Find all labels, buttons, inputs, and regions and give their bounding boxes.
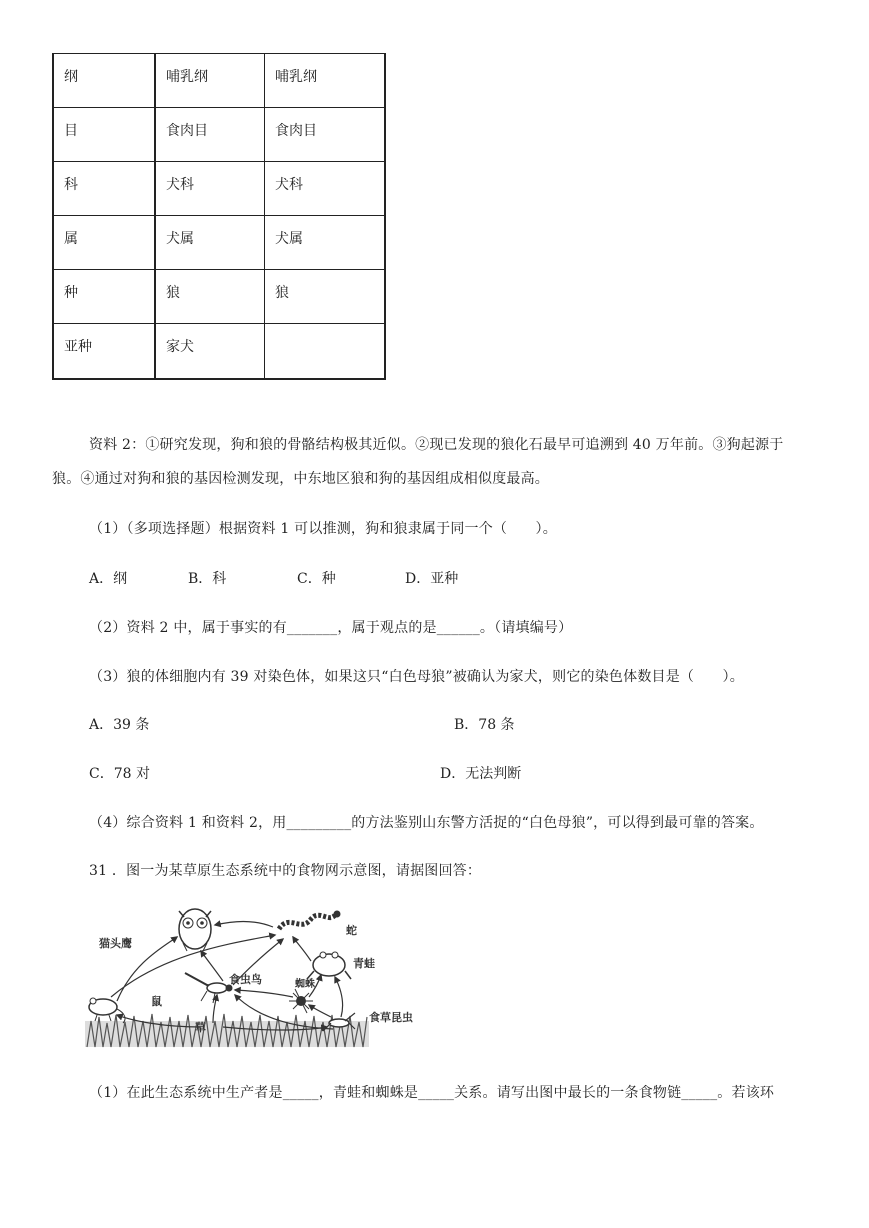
question-31-title: 31 ．图一为某草原生态系统中的食物网示意图，请据图回答： bbox=[89, 863, 482, 879]
q3-option-a: A．39 条 bbox=[89, 717, 150, 733]
table-cell: 目 bbox=[53, 108, 155, 162]
spider-icon bbox=[289, 989, 313, 1013]
table-cell: 科 bbox=[53, 162, 155, 216]
q3-option-c: C．78 对 bbox=[89, 766, 150, 782]
label-frog: 青蛙 bbox=[353, 957, 375, 970]
table-row bbox=[53, 162, 385, 216]
material2-line2: 狼。④通过对狗和狼的基因检测发现，中东地区狼和狗的基因组成相似度最高。 bbox=[52, 471, 549, 487]
frog-icon bbox=[307, 952, 351, 979]
label-mouse: 鼠 bbox=[151, 995, 162, 1008]
q1-option-c: C．种 bbox=[297, 571, 336, 587]
table-cell: 哺乳纲 bbox=[155, 54, 265, 108]
owl-icon bbox=[179, 909, 211, 951]
mouse-icon bbox=[89, 998, 125, 1023]
table-cell: 犬科 bbox=[155, 162, 265, 216]
food-web-arrows bbox=[111, 922, 343, 1031]
q1-option-d: D．亚种 bbox=[405, 571, 459, 587]
question-4: （4）综合资料 1 和资料 2，用_________的方法鉴别山东警方活捉的“白色母狼”，可以得到最可靠的答案。 bbox=[89, 815, 764, 831]
table-row bbox=[53, 270, 385, 324]
table-cell: 亚种 bbox=[53, 324, 155, 380]
table-cell: 犬科 bbox=[265, 162, 386, 216]
table-cell bbox=[265, 324, 386, 380]
table-cell: 犬属 bbox=[155, 216, 265, 270]
table-row bbox=[53, 54, 385, 108]
q1-option-a: A．纲 bbox=[89, 571, 128, 587]
label-spider: 蜘蛛 bbox=[295, 979, 315, 990]
table-cell: 种 bbox=[53, 270, 155, 324]
taxonomy-table bbox=[52, 53, 386, 380]
label-insect: 食草昆虫 bbox=[369, 1011, 413, 1024]
question-3: （3）狼的体细胞内有 39 对染色体，如果这只“白色母狼”被确认为家犬，则它的染色体数目是（ ）。 bbox=[89, 669, 744, 685]
label-owl: 猫头鹰 bbox=[99, 937, 132, 950]
material2-line1: 资料 2：①研究发现，狗和狼的骨骼结构极其近似。②现已发现的狼化石最早可追溯到 40 万年前。③狗起源于 bbox=[89, 437, 784, 453]
label-snake: 蛇 bbox=[346, 924, 357, 937]
taxonomy-table-body bbox=[53, 54, 385, 380]
table-row bbox=[53, 108, 385, 162]
label-bird: 食虫鸟 bbox=[229, 973, 262, 986]
question-1: （1）（多项选择题）根据资料 1 可以推测，狗和狼隶属于同一个（ ）。 bbox=[89, 521, 557, 537]
table-cell: 食肉目 bbox=[155, 108, 265, 162]
q3-option-d: D．无法判断 bbox=[440, 766, 522, 782]
label-grass: 草 bbox=[195, 1021, 206, 1034]
q3-option-b: B．78 条 bbox=[454, 717, 515, 733]
table-cell: 哺乳纲 bbox=[265, 54, 386, 108]
table-cell: 属 bbox=[53, 216, 155, 270]
table-cell: 家犬 bbox=[155, 324, 265, 380]
table-cell: 食肉目 bbox=[265, 108, 386, 162]
table-row bbox=[53, 216, 385, 270]
bird-icon bbox=[185, 973, 233, 1003]
snake-icon bbox=[279, 911, 341, 930]
q1-option-b: B．科 bbox=[188, 571, 227, 587]
question-31-sub1: （1）在此生态系统中生产者是_____，青蛙和蜘蛛是_____关系。请写出图中最长的一条食物链_____。若该环 bbox=[89, 1085, 775, 1101]
table-cell: 犬属 bbox=[265, 216, 386, 270]
table-cell: 狼 bbox=[265, 270, 386, 324]
table-cell: 纲 bbox=[53, 54, 155, 108]
question-2: （2）资料 2 中，属于事实的有_______，属于观点的是______。（请填编号） bbox=[89, 620, 573, 636]
table-row bbox=[53, 324, 385, 380]
food-web-diagram bbox=[83, 903, 433, 1053]
table-cell: 狼 bbox=[155, 270, 265, 324]
